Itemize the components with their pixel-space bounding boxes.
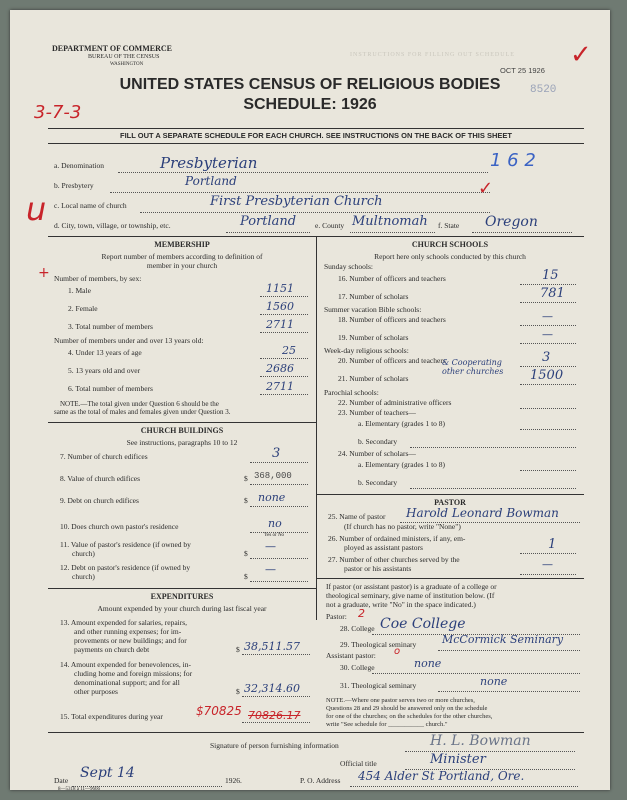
q15-value: 70826.17 (248, 709, 301, 722)
q1-value: 1151 (266, 282, 294, 295)
q1-label: 1. Male (68, 286, 91, 295)
q9-value: none (258, 491, 286, 504)
q8-value: 368,000 (254, 471, 292, 481)
q30-value: none (414, 657, 442, 670)
q17-label: 17. Number of scholars (338, 292, 409, 301)
q13-line-1: 13. Amount expended for salaries, repairs, (60, 618, 188, 627)
q7-label: 7. Number of church edifices (60, 452, 148, 461)
q18-label: 18. Number of officers and teachers (338, 315, 446, 324)
q19-label: 19. Number of scholars (338, 333, 409, 342)
local-name-label: c. Local name of church (54, 201, 127, 210)
q22-label: 22. Number of administrative officers (338, 398, 452, 407)
date-value: Sept 14 (80, 765, 135, 781)
q3-value: 2711 (266, 318, 294, 331)
q8-label: 8. Value of church edifices (60, 474, 141, 483)
presbytery-label: b. Presbytery (54, 181, 94, 190)
membership-note-1: Report number of members according to definition of (101, 252, 263, 261)
q13-line-4: payments on church debt (74, 645, 150, 654)
check-mark-red-2: ✓ (478, 178, 494, 199)
q31-label: 31. Theological seminary (340, 681, 417, 690)
q7-value: 3 (272, 446, 281, 461)
summer-schools-label: Summer vacation Bible schools: (324, 305, 422, 314)
q14-value: 32,314.60 (244, 682, 300, 695)
q6-value: 2711 (266, 380, 294, 393)
q24a-label: a. Elementary (grades 1 to 8) (358, 460, 446, 469)
city-label: d. City, town, village, or township, etc. (54, 221, 171, 230)
buildings-heading: CHURCH BUILDINGS (140, 426, 224, 435)
q27-label-cont: pastor or his assistants (344, 564, 412, 573)
check-mark-red: ✓ (570, 40, 592, 70)
q12-label: 12. Debt on pastor's residence (if owned by (60, 563, 191, 572)
schools-sub: Report here only schools conducted by this church (374, 252, 526, 261)
q17-value: 781 (540, 286, 565, 301)
members-by-sex-label: Number of members, by sex: (54, 274, 142, 283)
q10-value: no (268, 517, 282, 530)
q9-label: 9. Debt on church edifices (60, 496, 139, 505)
q13-line-2: and other running expenses; for im- (74, 627, 182, 636)
q2-value: 1560 (266, 300, 294, 313)
pastor-note-3: for one of the churches; on the schedules for the other churches, (326, 713, 493, 720)
q15-red-total: $70825 (196, 704, 242, 718)
q5-value: 2686 (266, 362, 294, 375)
pastor-note-1: NOTE.—Where one pastor serves two or more churches, (326, 697, 475, 704)
q12-label-cont: church) (72, 572, 95, 581)
college-note-1: If pastor (or assistant pastor) is a graduate of a college or (326, 582, 497, 591)
expenditures-heading: EXPENDITURES (150, 592, 214, 601)
q21-label: 21. Number of scholars (338, 374, 409, 383)
expenditures-sub: Amount expended by your church during last fiscal year (97, 604, 267, 613)
margin-code: 3-7-3 (34, 102, 82, 123)
year-label: 1926. (225, 776, 242, 785)
pastor-note-4: write "See schedule for ___________ church." (326, 721, 448, 728)
q13-value: 38,511.57 (244, 640, 300, 653)
schedule-instruction: FILL OUT A SEPARATE SCHEDULE FOR EACH CHURCH. SEE INSTRUCTIONS ON THE BACK OF THIS SHEET (120, 131, 512, 140)
po-address-value: 454 Alder St Portland, Ore. (358, 769, 525, 783)
q3-label: 3. Total number of members (68, 322, 153, 331)
q25-note: (If church has no pastor, write "None") (344, 522, 461, 531)
q14-line-1: 14. Amount expended for benevolences, in- (60, 660, 192, 669)
q13-line-3: provements or new buildings; and for (74, 636, 187, 645)
bureau-label: BUREAU OF THE CENSUS (88, 54, 160, 60)
q20-value: 3 (542, 350, 551, 365)
q2-label: 2. Female (68, 304, 98, 313)
q14-line-3: denominational support; and for all (74, 678, 180, 687)
q26-label: 26. Number of ordained ministers, if any, em- (328, 534, 466, 543)
denomination-code: 1 6 2 (490, 150, 536, 171)
denomination-label: a. Denomination (54, 161, 104, 170)
signature-label: Signature of person furnishing information (210, 741, 339, 750)
q11-label-cont: church) (72, 549, 95, 558)
po-address-label: P. O. Address (300, 776, 341, 785)
q27-label: 27. Number of other churches served by the (328, 555, 460, 564)
q23b-label: b. Secondary (358, 437, 398, 446)
q31-value: none (480, 675, 508, 688)
q25-label: 25. Name of pastor (328, 512, 386, 521)
state-value: Oregon (485, 214, 538, 230)
q23-label: 23. Number of teachers— (338, 408, 416, 417)
q11-label: 11. Value of pastor's residence (if owned by (60, 540, 191, 549)
q5-label: 5. 13 years old and over (68, 366, 141, 375)
q29-label: 29. Theological seminary (340, 640, 417, 649)
pastor-note-2: Questions 28 and 29 should be answered only on the schedule (326, 705, 488, 712)
parochial-schools-label: Parochial schools: (324, 388, 379, 397)
pastor-label: Pastor: (326, 612, 347, 621)
margin-letter: u (26, 190, 47, 228)
received-date-stamp: OCT 25 1926 (500, 66, 545, 75)
state-label: f. State (438, 221, 460, 230)
signature-value: H. L. Bowman (430, 733, 531, 749)
department-label: DEPARTMENT OF COMMERCE (52, 44, 173, 53)
city-value: Portland (240, 214, 297, 229)
q6-label: 6. Total number of members (68, 384, 153, 393)
pastor-heading: PASTOR (434, 498, 466, 507)
q11-dash: — (265, 540, 276, 553)
membership-note-b: same as the total of males and females given under Question 3. (54, 408, 231, 416)
city-label: WASHINGTON (110, 62, 144, 67)
q18-value: — (542, 310, 553, 323)
form-title: UNITED STATES CENSUS OF RELIGIOUS BODIES (119, 76, 501, 93)
assistant-mark: o (394, 646, 401, 657)
college-note-2: theological seminary, give name of institution below. (If (326, 591, 495, 600)
file-number-stamp: 8520 (530, 84, 557, 96)
q16-label: 16. Number of officers and teachers (338, 274, 446, 283)
assistant-pastor-label: Assistant pastor: (326, 651, 376, 660)
q15-label: 15. Total expenditures during year (60, 712, 163, 721)
q14-line-2: cluding home and foreign missions; for (74, 669, 193, 678)
form-number: 8—5318 a 11—9666 (58, 787, 101, 790)
q20-label: 20. Number of officers and teachers (338, 356, 446, 365)
q19-value: — (542, 328, 553, 341)
presbytery-value: Portland (185, 174, 237, 188)
membership-note-a: NOTE.—The total given under Question 6 should be the (60, 400, 219, 408)
pastor-mark: 2 (358, 607, 365, 620)
census-schedule-sheet: INSTRUCTIONS FOR FILLING OUT SCHEDULE DEPARTMENT OF COMMERCE BUREAU OF THE CENSUS WASHINGTON UNITED STATES CENSUS OF RELIGIOUS BODIES SCHEDULE: 1926 OCT 25 1926 8520 ✓ 3-7-3 u + FILL OUT A SEPARATE SCHEDULE FOR EACH CHURCH. SEE INSTRUCTIONS ON THE BACK OF THIS SHEET a. Denomination Presbyterian 1 6 2 b. Presbytery Portland c. Local name of church First Presbyterian Church ✓ d. City, town, village, or township, etc. Portland e. County Multnomah f. State Oregon MEMBERSHIP Report number of members according to definition of member in your church Number of members, by sex: 1. Male 1151 2. Female 1560 3. Total number of members 2711 Number of members under and over 13 years old: 4. Under 13 years of age 25 5. 13 years old and over 2686 6. Total number of members 2711 NOTE.—The total given under Question 6 should be the same as the total of males and females given under Question 3. CHURCH BUILDINGS See instructions, paragraphs 10 to 12 7. Number of church edifices 3 8. Value of church edifices $ 368,000 9. Debt on church edifices $ none 10. Does church own pastor's residence no Yes or No 11. Value of pastor's residence (if owned by church) $ — 12. Debt on pastor's residence (if owned by church) $ — EXPENDITURES Amount expended by your church during last fiscal year 13. Amount expended for salaries, repairs, and other running expenses; for im- provements or new buildings; and for payments on church debt $ 38,511.57 14. Amount expended for benevolences, in- cluding home and foreign missions; for denominational support; and for all other purposes $ 32,314.60 15. Total expenditures during year $70825 70826.17 CHURCH SCHOOLS Report here only schools conducted by this church Sunday schools: 16. Number of officers and teachers 15 17. Number of scholars 781 Summer vacation Bible schools: 18. Number of officers and teachers — 19. Number of scholars — Week-day religious schools: 20. Number of officers and teachers 3 21. Number of scholars 1500 & Cooperating other churches Parochial schools: 22. Number of administrative officers 23. Number of teachers— a. Elementary (grades 1 to 8) b. Secondary 24. Number of scholars— a. Elementary (grades 1 to 8) b. Secondary PASTOR 25. Name of pastor Harold Leonard Bowman (If church has no pastor, write "None") 26. Number of ordained ministers, if any, em- ployed as assistant pastors 1 27. Number of other churches served by the pastor or his assistants — If pastor (or assistant pastor) is a graduate of a college or theological seminary, give name of institution below. (If not a graduate, write "No" in the space indicated.) Pastor: 2 28. College Coe College 29. Theological seminary McCormick Seminary Assistant pastor: o 30. College none 31. Theological seminary none NOTE.—Where one pastor serves two or more churches, Questions 28 and 29 should be answered only on the schedule for one of the churches; on the schedules for the other churches, write "See schedule for ___________ church." Signature of person furnishing information H. L. Bowman Official title Minister Date Sept 14 1926. P. O. Address 454 Alder St Portland, Ore. 8—5318 a 11—9666 (10, 10, 610, 790)
date-label: Date (54, 776, 69, 785)
county-value: Multnomah (352, 214, 428, 229)
q26-label-cont: ployed as assistant pastors (344, 543, 423, 552)
college-note-3: not a graduate, write "No" in the space indicated.) (326, 600, 476, 609)
official-title-value: Minister (430, 752, 486, 767)
buildings-sub: See instructions, paragraphs 10 to 12 (126, 438, 238, 447)
q29-value: McCormick Seminary (442, 633, 564, 646)
q16-value: 15 (542, 268, 559, 283)
q27-value: — (542, 558, 553, 571)
denomination-value: Presbyterian (160, 154, 258, 172)
q14-line-4: other purposes (74, 687, 118, 696)
schools-heading: CHURCH SCHOOLS (411, 240, 489, 249)
county-label: e. County (315, 221, 345, 230)
bleed-through-text: INSTRUCTIONS FOR FILLING OUT SCHEDULE (350, 52, 515, 58)
yes-no-hint: Yes or No (264, 533, 285, 538)
q4-value: 25 (282, 344, 296, 357)
q30-label: 30. College (340, 663, 375, 672)
form-subtitle: SCHEDULE: 1926 (243, 96, 377, 113)
q26-value: 1 (548, 537, 557, 552)
plus-mark: + (38, 265, 50, 281)
q21-annotation: & Cooperating other churches (442, 358, 504, 376)
q10-label: 10. Does church own pastor's residence (60, 522, 179, 531)
q4-label: 4. Under 13 years of age (68, 348, 142, 357)
q24-label: 24. Number of scholars— (338, 449, 416, 458)
q12-dash: — (265, 563, 276, 576)
members-by-age-label: Number of members under and over 13 years old: (54, 336, 204, 345)
q25-value: Harold Leonard Bowman (406, 506, 559, 520)
membership-heading: MEMBERSHIP (154, 240, 210, 249)
weekday-schools-label: Week-day religious schools: (324, 346, 409, 355)
sunday-schools-label: Sunday schools: (324, 262, 373, 271)
q28-value: Coe College (380, 616, 466, 632)
q24b-label: b. Secondary (358, 478, 398, 487)
official-title-label: Official title (340, 759, 377, 768)
local-name-value: First Presbyterian Church (210, 194, 383, 209)
q28-label: 28. College (340, 624, 375, 633)
q21-value: 1500 (530, 368, 564, 383)
q23a-label: a. Elementary (grades 1 to 8) (358, 419, 446, 428)
membership-note-2: member in your church (146, 261, 218, 270)
